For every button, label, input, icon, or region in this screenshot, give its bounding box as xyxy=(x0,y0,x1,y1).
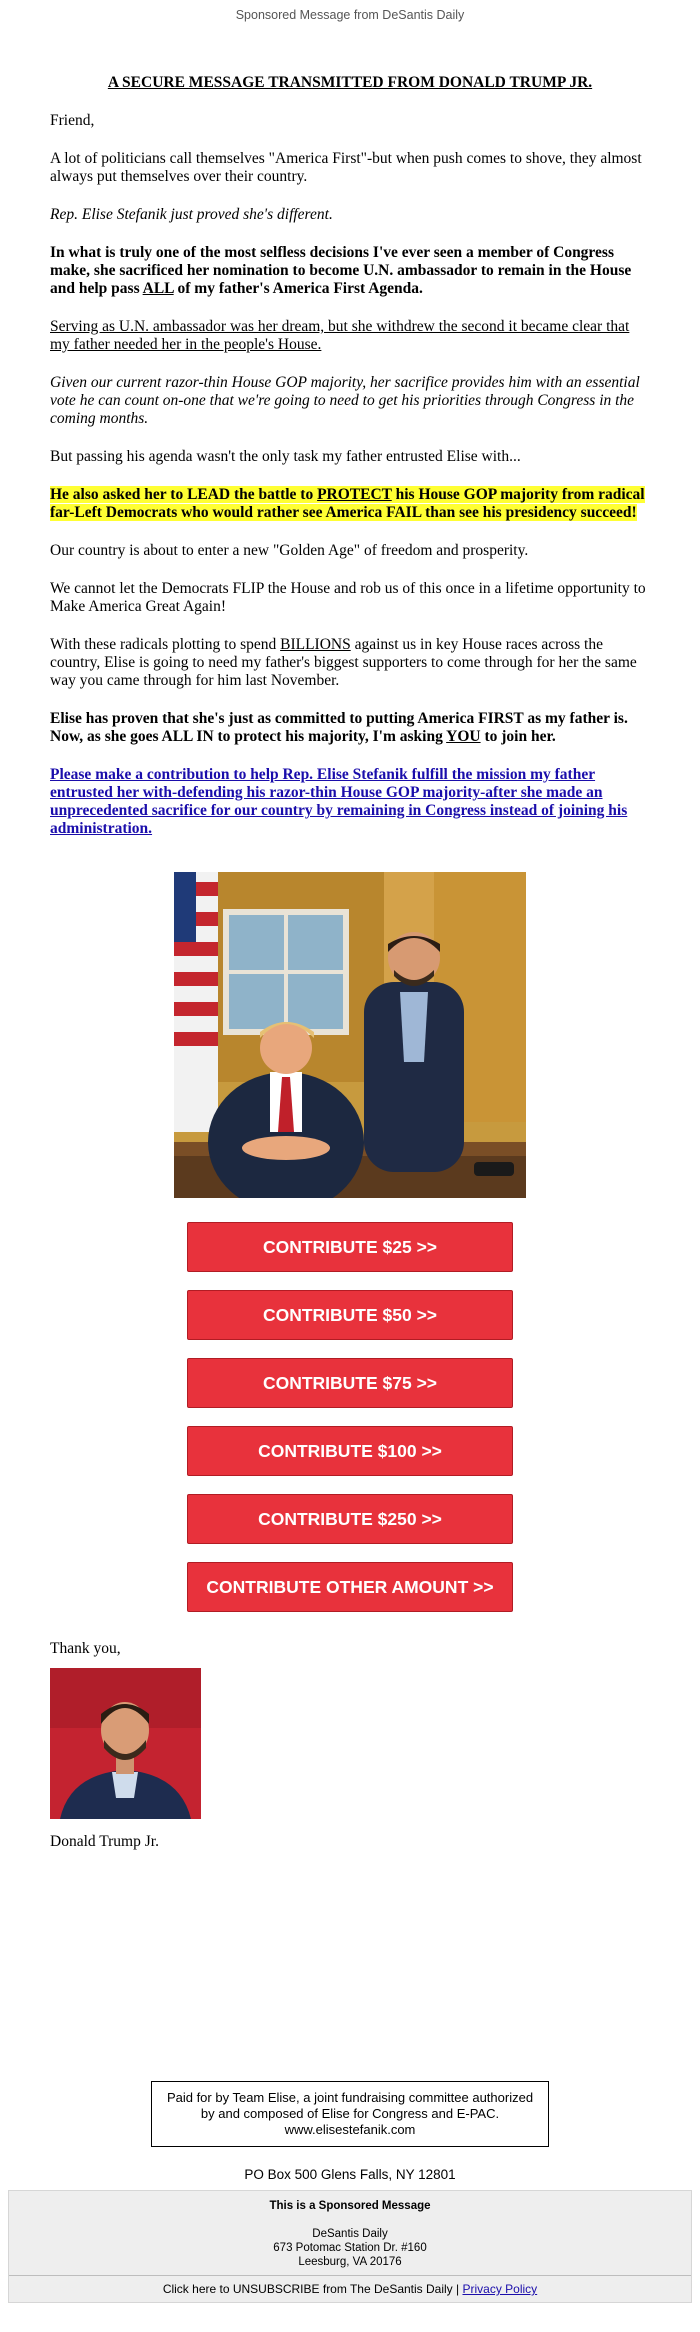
paragraph-2: Rep. Elise Stefanik just proved she's different. xyxy=(50,206,333,223)
contribute-25-button[interactable]: CONTRIBUTE $25 >> xyxy=(187,1222,513,1272)
p11-underline: YOU xyxy=(446,728,481,745)
signoff-name: Donald Trump Jr. xyxy=(50,1833,159,1850)
p10-text-a: With these radicals plotting to spend xyxy=(50,636,281,653)
p11-text-b: to join her. xyxy=(480,728,556,745)
footer-city: Leesburg, VA 20176 xyxy=(298,2256,402,2268)
contribute-50-button[interactable]: CONTRIBUTE $50 >> xyxy=(187,1290,513,1340)
greeting: Friend, xyxy=(50,112,95,129)
po-box-address: PO Box 500 Glens Falls, NY 12801 xyxy=(244,2167,456,2182)
privacy-policy-link[interactable]: Privacy Policy xyxy=(462,2282,538,2296)
sponsored-footer xyxy=(8,2190,692,2303)
footer-title: This is a Sponsored Message xyxy=(269,2200,431,2212)
headline: A SECURE MESSAGE TRANSMITTED FROM DONALD TRUMP JR. xyxy=(107,74,593,91)
unsubscribe-link[interactable]: Click here to UNSUBSCRIBE from The DeSantis Daily xyxy=(162,2282,453,2296)
paragraph-1: A lot of politicians call themselves "America First"-but when push comes to shove, they almost always put themselves over their country. xyxy=(50,150,642,185)
signature-portrait xyxy=(50,1668,201,1819)
contribute-100-button[interactable]: CONTRIBUTE $100 >> xyxy=(187,1426,513,1476)
paragraph-8: Our country is about to enter a new "Golden Age" of freedom and prosperity. xyxy=(50,542,529,559)
hero-photo[interactable] xyxy=(174,872,526,1198)
contribution-buttons xyxy=(50,1222,650,1612)
p7-text-a: He also asked her to LEAD the battle to xyxy=(50,486,318,503)
contribute-link[interactable]: Please make a contribution to help Rep. Elise Stefanik fulfill the mission my father entrusted her with-defending his razor-thin House GOP majority-after she made an unprecedented sacrifice for our country by remaining in Congress instead of joining his administration. xyxy=(50,766,628,837)
p3-underline: ALL xyxy=(142,280,174,297)
paragraph-6: But passing his agenda wasn't the only task my father entrusted Elise with... xyxy=(50,448,521,465)
paragraph-3 xyxy=(50,244,650,298)
footer-street: 673 Potomac Station Dr. #160 xyxy=(273,2242,427,2254)
paragraph-9: We cannot let the Democrats FLIP the House and rob us of this once in a lifetime opportunity to Make America Great Again! xyxy=(50,580,646,615)
contribute-75-button[interactable]: CONTRIBUTE $75 >> xyxy=(187,1358,513,1408)
contribute-250-button[interactable]: CONTRIBUTE $250 >> xyxy=(187,1494,513,1544)
contribute-other-button[interactable]: CONTRIBUTE OTHER AMOUNT >> xyxy=(187,1562,513,1612)
paid-for-disclaimer: Paid for by Team Elise, a joint fundraising committee authorized by and composed of Elise for Congress and E-PAC. www.elisestefanik.com xyxy=(151,2081,549,2147)
p10-text-b: against us in key House races across the country, Elise is going to need my father's biggest supporters to come through for her the same way you came through for him last November. xyxy=(50,636,637,689)
footer-info xyxy=(9,2191,691,2275)
p3-text-a: In what is truly one of the most selfless decisions I've ever seen a member of Congress make, she sacrificed her nomination to become U.N. ambassador to remain in the House and help pass xyxy=(50,244,632,297)
sponsor-line: Sponsored Message from DeSantis Daily xyxy=(235,8,465,22)
p3-text-b: of my father's America First Agenda. xyxy=(173,280,423,297)
p11-text-a: Elise has proven that she's just as committed to putting America FIRST as my father is. Now, as she goes ALL IN to protect his majority, I'm asking xyxy=(50,710,628,745)
paragraph-7 xyxy=(50,486,650,522)
paragraph-4: Serving as U.N. ambassador was her dream, but she withdrew the second it became clear that my father needed her in the people's House. xyxy=(50,318,630,353)
footer-org: DeSantis Daily xyxy=(312,2228,388,2240)
paragraph-5: Given our current razor-thin House GOP majority, her sacrifice provides him with an essential vote he can count on-one that we're going to need to get his priorities through Congress in the coming months. xyxy=(50,374,640,427)
signoff-thanks: Thank you, xyxy=(50,1640,121,1657)
p7-underline: PROTECT xyxy=(317,486,392,503)
hero-photo-illustration xyxy=(174,872,526,1198)
portrait-illustration xyxy=(50,1668,201,1819)
sponsored-header xyxy=(0,0,700,28)
email-body xyxy=(0,74,700,1851)
footer-links xyxy=(9,2275,691,2302)
paragraph-11 xyxy=(50,710,650,746)
p10-underline: BILLIONS xyxy=(280,636,351,653)
footer-separator: | xyxy=(452,2282,463,2296)
p7-text-b: his House GOP majority from radical far-Left Democrats who would rather see America FAIL than see his presidency succeed! xyxy=(50,486,645,521)
paragraph-10 xyxy=(50,636,650,690)
